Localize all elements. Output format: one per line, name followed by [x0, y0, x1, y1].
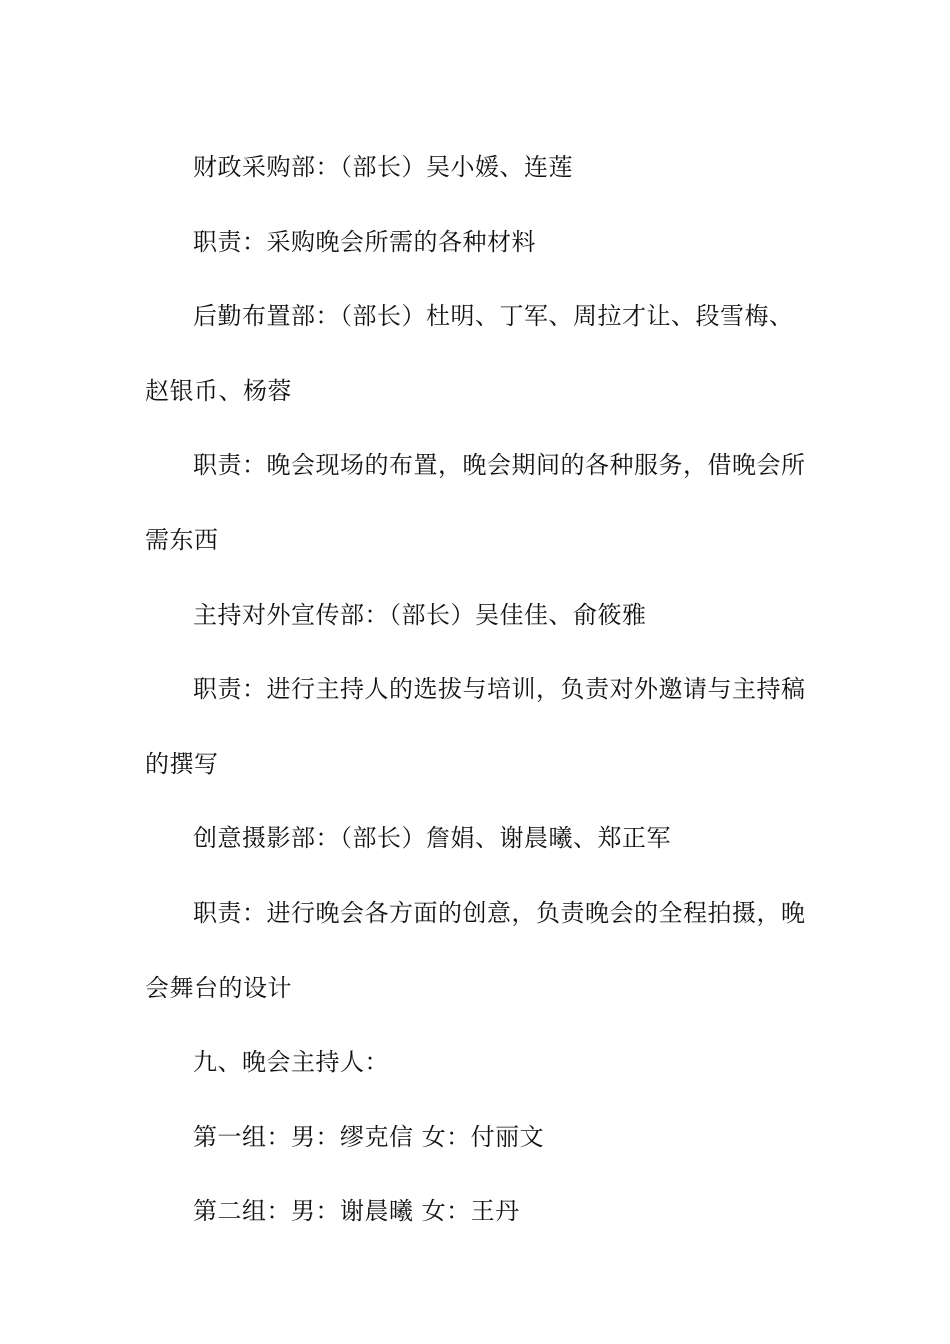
creative-photo-duty-line-2: 会舞台的设计	[145, 973, 292, 1002]
section-nine-heading: 九、晚会主持人：	[193, 1048, 389, 1077]
host-publicity-dept-line: 主持对外宣传部：（部长）吴佳佳、俞筱雅	[193, 600, 647, 629]
host-publicity-duty-line-1: 职责：进行主持人的选拔与培训，负责对外邀请与主持稿	[193, 675, 806, 704]
logistics-duty-line-2: 需东西	[145, 525, 219, 554]
host-publicity-duty-line-2: 的撰写	[145, 749, 219, 778]
logistics-dept-line-2: 赵银币、杨蓉	[145, 376, 292, 405]
finance-purchasing-dept-line: 财政采购部：（部长）吴小媛、连莲	[193, 153, 573, 181]
document-body	[145, 130, 810, 1249]
finance-duty-line: 职责：采购晚会所需的各种材料	[193, 227, 536, 256]
creative-photo-dept-line: 创意摄影部：（部长）詹娟、谢晨曦、郑正军	[193, 824, 671, 853]
logistics-dept-line-1: 后勤布置部：（部长）杜明、丁军、周拉才让、段雪梅、	[193, 302, 794, 331]
creative-photo-duty-line-1: 职责：进行晚会各方面的创意，负责晚会的全程拍摄，晚	[193, 898, 806, 927]
host-group-one-line: 第一组：男：缪克信 女：付丽文	[193, 1122, 545, 1151]
host-group-two-line: 第二组：男：谢晨曦 女：王丹	[193, 1197, 520, 1226]
logistics-duty-line-1: 职责：晚会现场的布置，晚会期间的各种服务，借晚会所	[193, 451, 806, 480]
